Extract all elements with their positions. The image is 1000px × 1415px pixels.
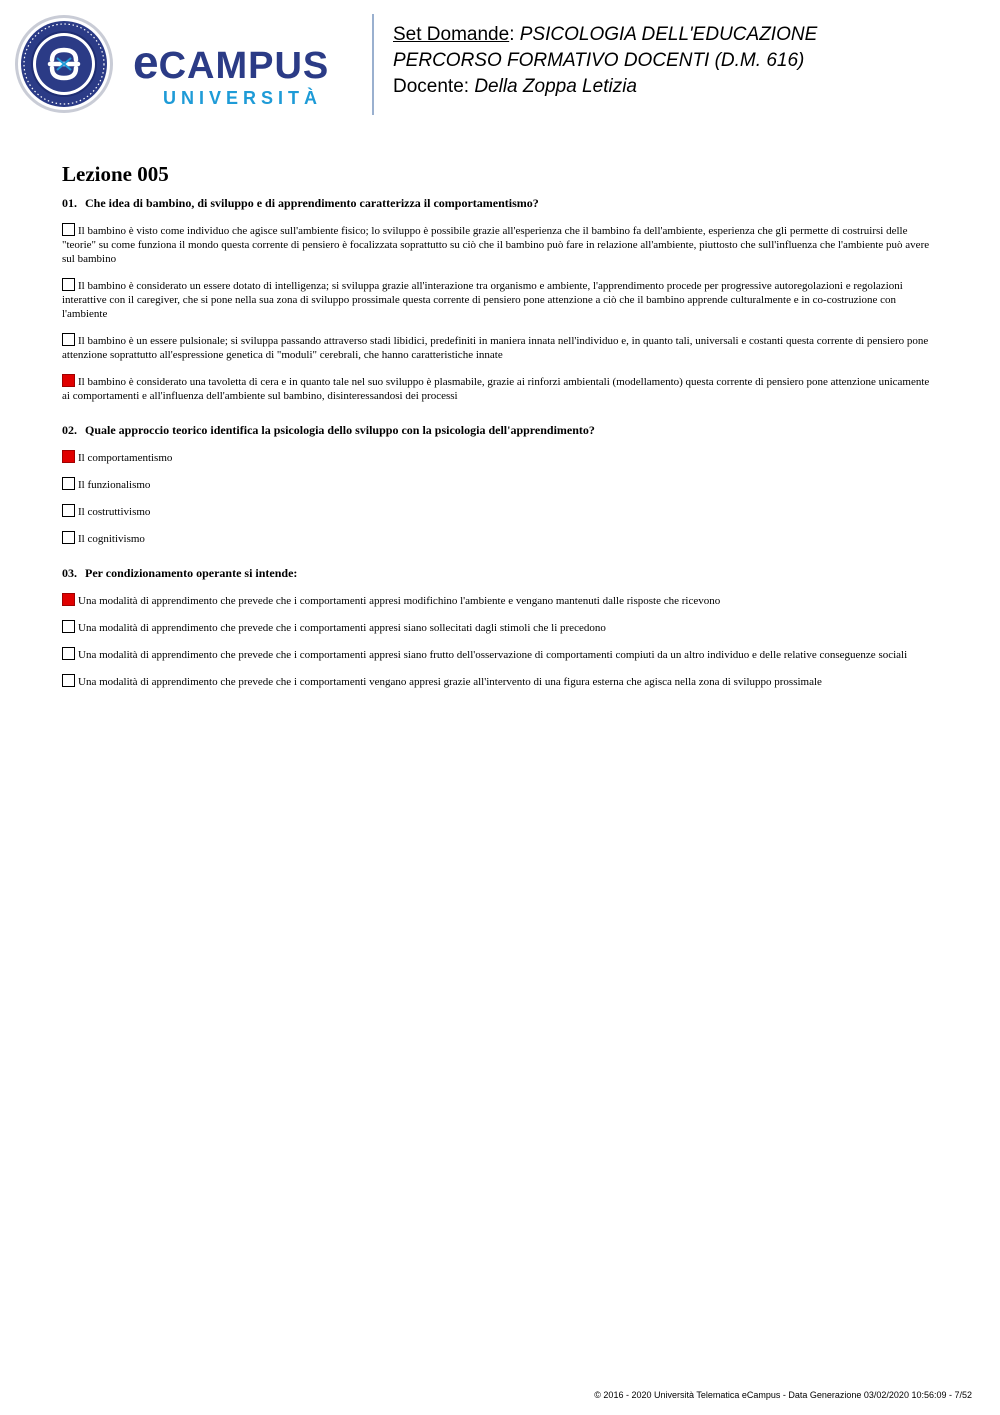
brand-name-prefix: e: [133, 36, 159, 88]
answer-checkbox[interactable]: [62, 620, 75, 633]
answer-text: Il bambino è visto come individuo che agisce sull'ambiente fisico; lo sviluppo è possibile grazie all'esperienza che il bambino fa dell'ambiente, esperienza che gli permette di costruirsi delle "teorie" su come funziona il mondo questa corrente di pensiero è focalizzata soprattutto su ciò che il bambino può fare in relazione all'ambiente, piuttosto che sull'influenza che l'ambiente può avere sul bambino: [62, 225, 930, 265]
question-number: 03.: [62, 566, 77, 580]
question-number: 02.: [62, 423, 77, 437]
answer-text: Una modalità di apprendimento che prevede che i comportamenti appresi siano frutto dell'osservazione di comportamenti compiuti da un altro individuo e delle relative conseguenze sociali: [78, 649, 908, 661]
set-label: Set Domande: [393, 24, 510, 45]
answer-option: [62, 647, 934, 662]
header-divider: [372, 14, 374, 115]
question-text: Che idea di bambino, di sviluppo e di apprendimento caratterizza il comportamentismo?: [85, 196, 539, 210]
answer-text: Il costruttivismo: [78, 506, 151, 518]
answer-checkbox[interactable]: [62, 374, 75, 387]
question-03: [62, 566, 934, 689]
teacher-name: Della Zoppa Letizia: [474, 76, 637, 97]
answer-checkbox[interactable]: [62, 223, 75, 236]
answer-option: [62, 674, 934, 689]
answer-checkbox[interactable]: [62, 278, 75, 291]
answer-option: [62, 531, 934, 546]
header-info: [393, 22, 817, 100]
set-separator: :: [509, 24, 520, 45]
answer-text: Il funzionalismo: [78, 479, 151, 491]
answer-checkbox[interactable]: [62, 647, 75, 660]
answer-text: Una modalità di apprendimento che prevede che i comportamenti appresi modifichino l'ambiente e vengano mantenuti dalle risposte che ricevono: [78, 595, 721, 607]
teacher-line: [393, 74, 817, 100]
answer-option: [62, 593, 934, 608]
question-01: [62, 196, 934, 403]
teacher-label: Docente:: [393, 76, 475, 97]
lesson-title: Lezione 005: [62, 162, 169, 186]
answer-option: [62, 333, 934, 362]
question-title: [62, 566, 934, 581]
answer-text: Il bambino è considerato una tavoletta di cera e in quanto tale nel suo sviluppo è plasmabile, grazie ai rinforzi ambientali (modellamento) questa corrente di pensiero pone attenzione unicamente ai comportamenti e all'influenza dell'ambiente sul bambino, disinteressandosi dei processi: [62, 376, 930, 402]
question-title: [62, 423, 934, 438]
answer-option: [62, 223, 934, 266]
question-set-content: [62, 160, 934, 709]
answer-checkbox[interactable]: [62, 333, 75, 346]
answer-checkbox[interactable]: [62, 593, 75, 606]
answer-checkbox[interactable]: [62, 674, 75, 687]
set-line: [393, 22, 817, 48]
brand-name: [133, 36, 358, 88]
answer-checkbox[interactable]: [62, 504, 75, 517]
answer-option: [62, 278, 934, 321]
answer-option: [62, 504, 934, 519]
answer-option: [62, 450, 934, 465]
question-text: Per condizionamento operante si intende:: [85, 566, 298, 580]
answer-checkbox[interactable]: [62, 477, 75, 490]
page-header: [0, 0, 1000, 130]
ecampus-wordmark-logo: [133, 36, 358, 108]
answer-checkbox[interactable]: [62, 531, 75, 544]
answer-text: Una modalità di apprendimento che prevede che i comportamenti vengano appresi grazie all'intervento di una figura esterna che agisca nella zona di sviluppo prossimale: [78, 676, 822, 688]
answer-text: Il bambino è considerato un essere dotato di intelligenza; si sviluppa grazie all'interazione tra organismo e ambiente, l'apprendimento procede per progressive autoregolazioni e regolazioni interattive con il caregiver, che si pone nella sua zona di sviluppo prossimale questa corrente di pensiero pone attenzione a ciò che il bambino apprende culturalmente e in co-costruzione con l'ambiente: [62, 280, 903, 320]
answer-text: Una modalità di apprendimento che prevede che i comportamenti appresi siano sollecitati dagli stimoli che li precedono: [78, 622, 606, 634]
ecampus-seal-logo: [14, 14, 114, 114]
question-02: [62, 423, 934, 546]
answer-option: [62, 374, 934, 403]
answer-text: Il bambino è un essere pulsionale; si sviluppa passando attraverso stadi libidici, predefiniti in maniera innata nell'individuo e, in quanto tali, universali e costanti questa corrente di pensiero pone attenzione soprattutto all'espressione genetica di "moduli" cerebrali, che hanno caratteristiche innate: [62, 335, 929, 361]
question-number: 01.: [62, 196, 77, 210]
answer-text: Il comportamentismo: [78, 452, 173, 464]
question-title: [62, 196, 934, 211]
brand-subtitle: UNIVERSITÀ: [163, 88, 323, 108]
brand-name-rest: CAMPUS: [158, 45, 330, 87]
answer-option: [62, 620, 934, 635]
page-footer: © 2016 - 2020 Università Telematica eCampus - Data Generazione 03/02/2020 10:56:09 - 7/52: [594, 1390, 972, 1400]
course-name-line2: PERCORSO FORMATIVO DOCENTI (D.M. 616): [393, 50, 805, 71]
question-text: Quale approccio teorico identifica la psicologia dello sviluppo con la psicologia dell'apprendimento?: [85, 423, 595, 437]
answer-checkbox[interactable]: [62, 450, 75, 463]
course-name-line1: PSICOLOGIA DELL'EDUCAZIONE: [519, 24, 818, 45]
answer-option: [62, 477, 934, 492]
answer-text: Il cognitivismo: [78, 533, 145, 545]
